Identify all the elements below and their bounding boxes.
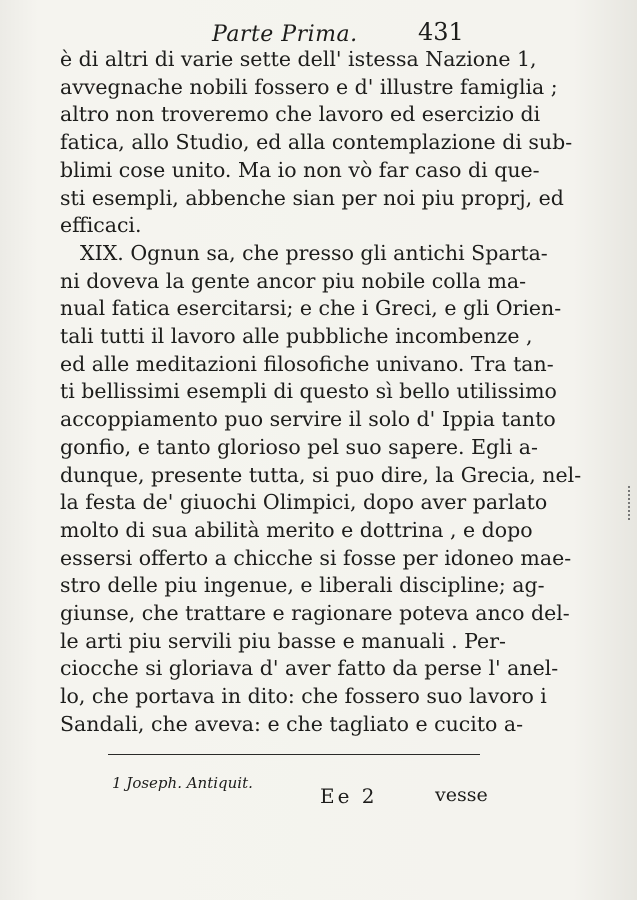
text-line: sti esempli, abbenche sian per noi piu proprj, ed	[60, 185, 564, 210]
page-header	[60, 18, 470, 48]
text-line: ciocche si gloriava d' aver fatto da perse l' anel-	[60, 656, 559, 681]
text-line: accoppiamento puo servire il solo d' Ippia tanto	[60, 407, 556, 432]
text-line: la festa de' giuochi Olimpici, dopo aver parlato	[60, 490, 548, 515]
text-line: efficaci.	[60, 213, 142, 238]
running-title: Parte Prima.	[212, 22, 358, 47]
text-line: essersi offerto a chicche si fosse per idoneo mae-	[60, 545, 572, 570]
catchword: vesse	[435, 784, 488, 806]
text-line: è di altri di varie sette dell' istessa Nazione 1,	[60, 47, 537, 71]
text-line: dunque, presente tutta, si puo dire, la Grecia, nel-	[60, 462, 582, 487]
paragraph-start-line: XIX. Ognun sa, che presso gli antichi Sparta-	[80, 240, 548, 265]
text-line: lo, che portava in dito: che fossero suo lavoro i	[60, 684, 547, 709]
footnote: 1 Joseph. Antiquit.	[112, 774, 253, 792]
text-line: ed alle meditazioni filosofiche univano. Tra tan-	[60, 351, 554, 376]
text-line: giunse, che trattare e ragionare poteva anco del-	[60, 601, 570, 626]
text-line: molto di sua abilità merito e dottrina , e dopo	[60, 517, 533, 542]
margin-speck	[628, 486, 633, 520]
page-number: 431	[418, 18, 464, 46]
signature-mark: Ee 2	[320, 784, 378, 808]
text-line: blimi cose unito. Ma io non vò far caso di que-	[60, 157, 540, 182]
body-text	[60, 46, 582, 739]
text-line: nual fatica esercitarsi; e che i Greci, e gli Orien-	[60, 296, 562, 321]
text-line: Sandali, che aveva: e che tagliato e cucito a-	[60, 711, 524, 736]
text-line: ti bellissimi esempli di questo sì bello utilissimo	[60, 379, 557, 404]
text-line: avvegnache nobili fossero e d' illustre famiglia ;	[60, 74, 558, 99]
text-line: le arti piu servili piu basse e manuali . Per-	[60, 628, 506, 653]
footnote-rule	[108, 754, 480, 755]
text-line: tali tutti il lavoro alle pubbliche incombenze ,	[60, 324, 533, 349]
text-line: stro delle piu ingenue, e liberali discipline; ag-	[60, 573, 545, 598]
text-line: fatica, allo Studio, ed alla contemplazione di sub-	[60, 130, 573, 155]
text-line: altro non troveremo che lavoro ed esercizio di	[60, 102, 541, 127]
text-line: gonfio, e tanto glorioso pel suo sapere. Egli a-	[60, 434, 538, 459]
text-line: ni doveva la gente ancor piu nobile colla ma-	[60, 268, 527, 293]
